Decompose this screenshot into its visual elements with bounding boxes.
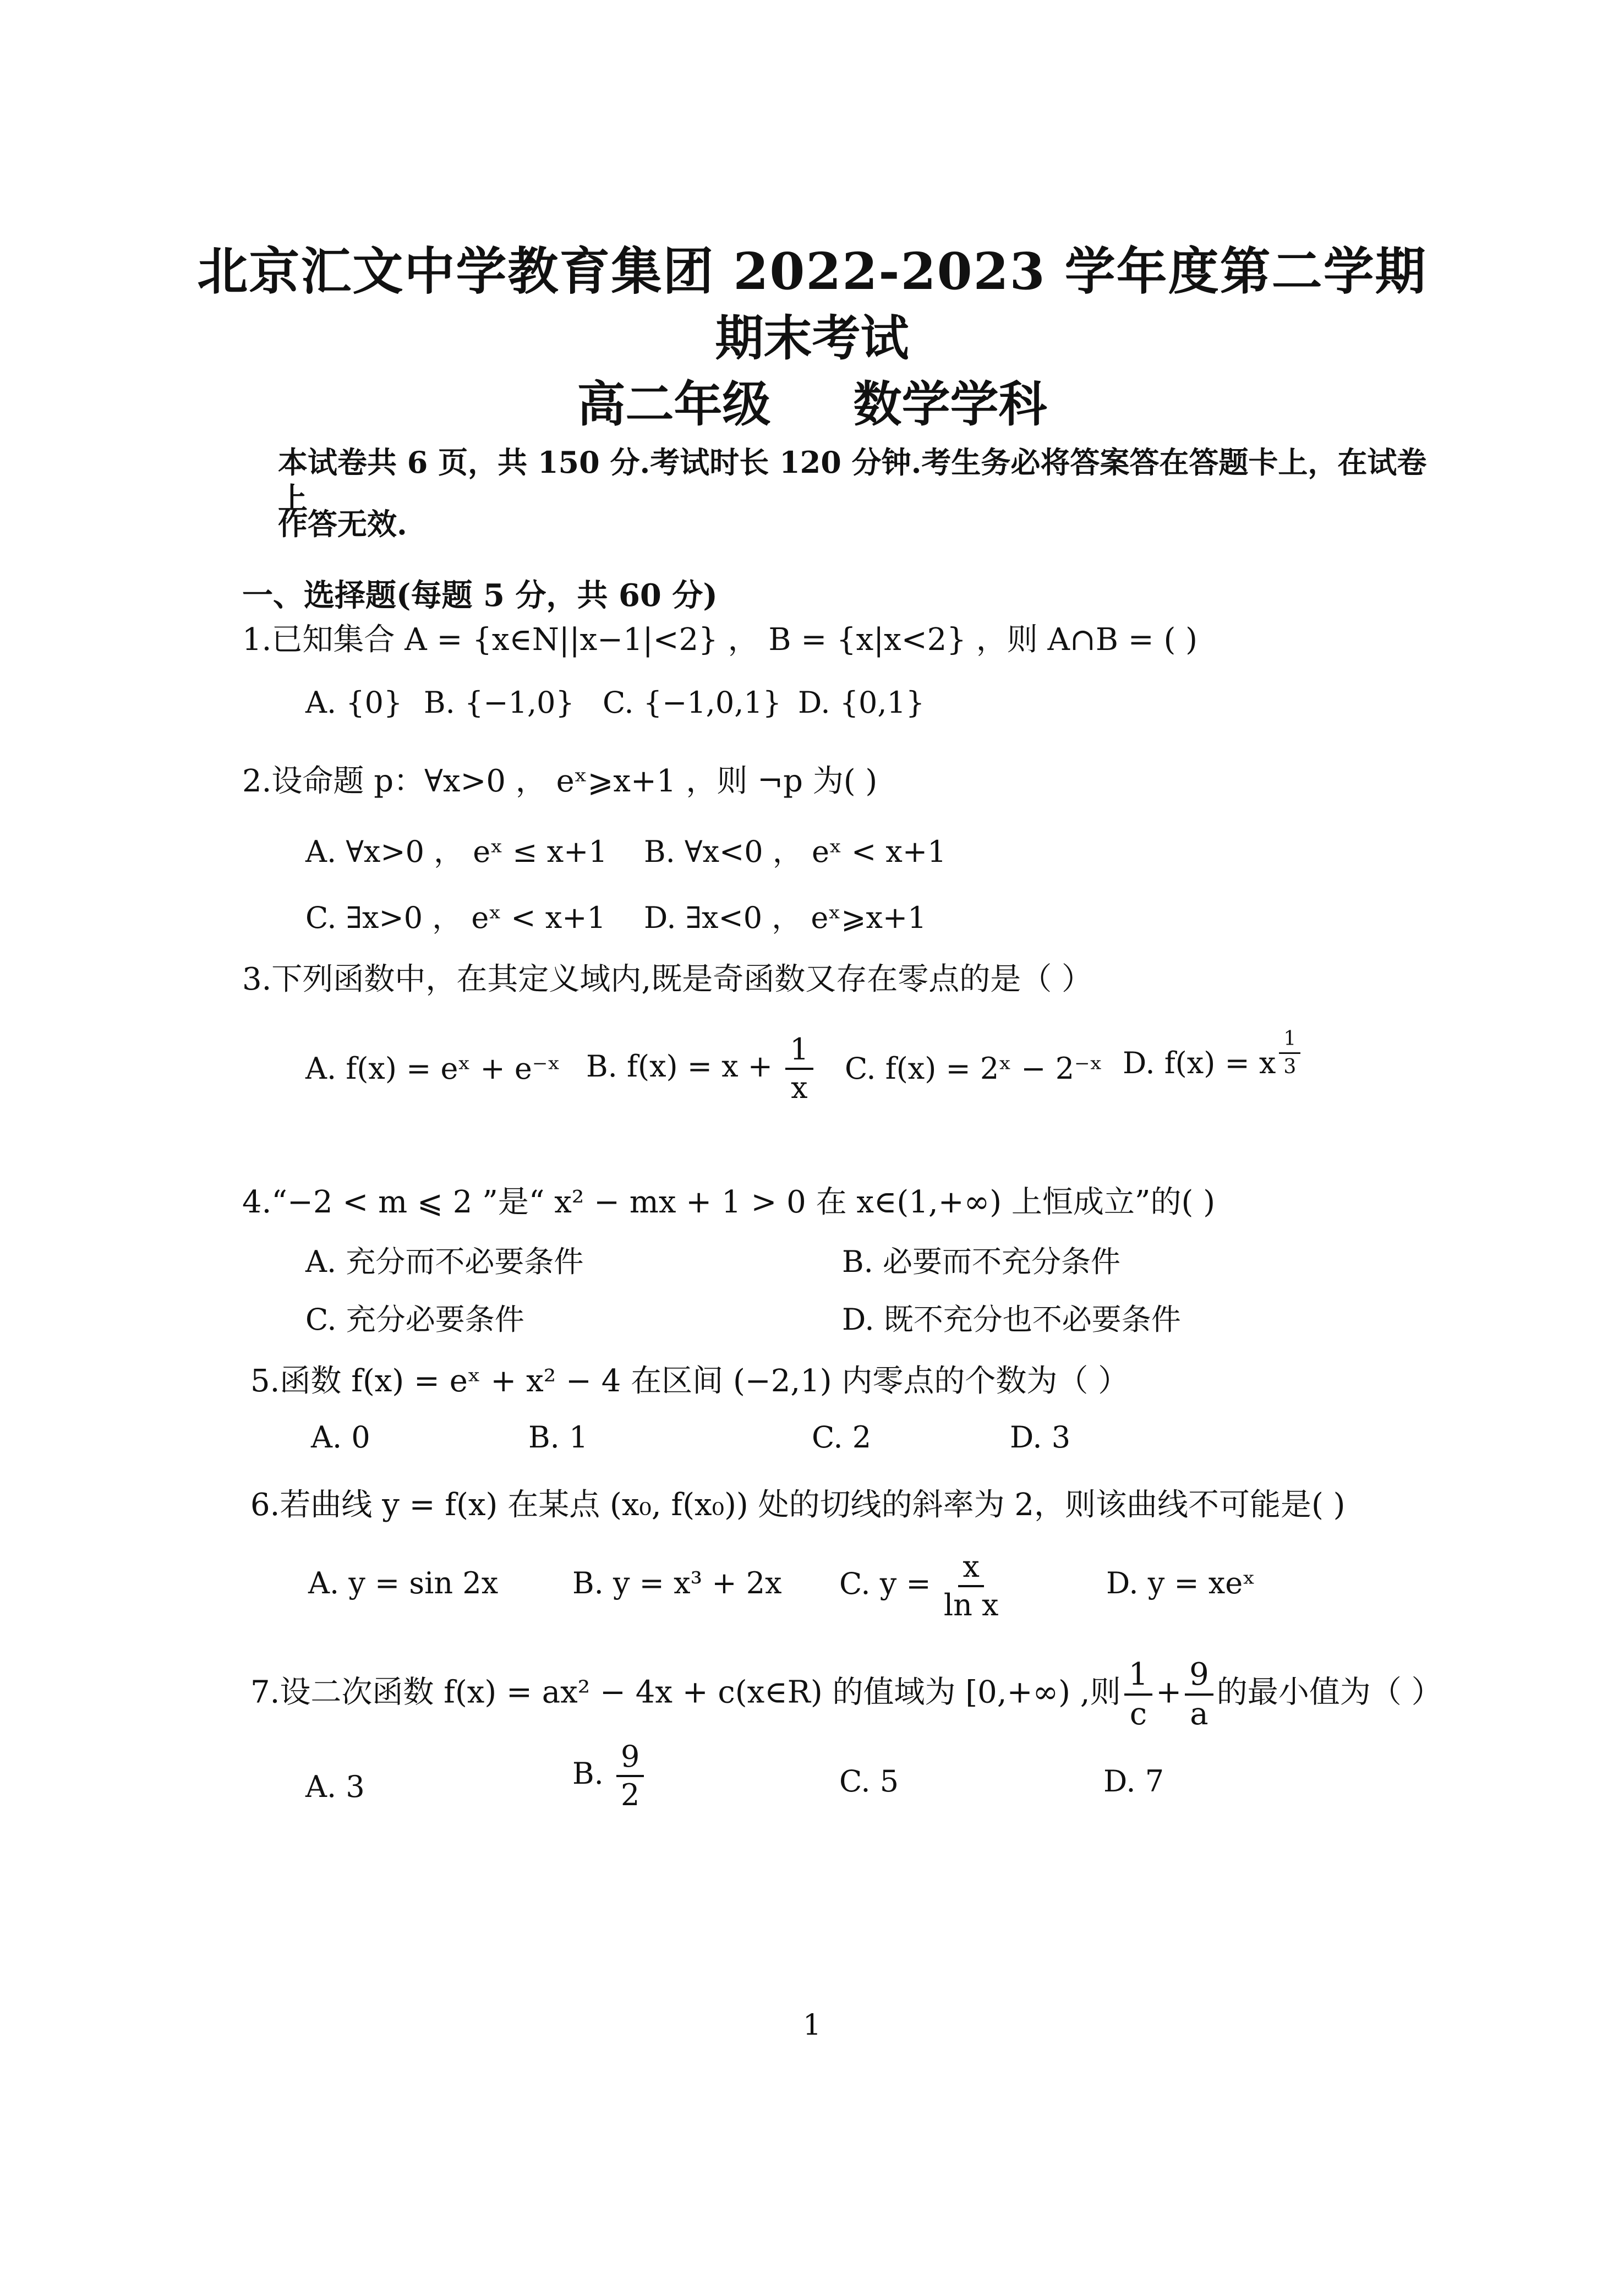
fraction-denominator: x (791, 1070, 808, 1105)
question-1-option-c: C. {−1,0,1} (603, 685, 782, 720)
question-7-fraction-2 (1185, 1659, 1213, 1730)
exam-title: 北京汇文中学教育集团 2022-2023 学年度第二学期 (197, 242, 1427, 301)
fraction-denominator: a (1190, 1696, 1209, 1732)
question-6-option-c-text: C. y = (839, 1566, 931, 1601)
question-2-option-b: B. ∀x<0 ， eˣ < x+1 (644, 834, 947, 869)
fraction-numerator: x (958, 1552, 983, 1587)
exam-subtitle: 期末考试 (715, 309, 909, 367)
question-1-option-d: D. {0,1} (798, 685, 925, 720)
question-3-option-c: C. f(x) = 2ˣ − 2⁻ˣ (845, 1051, 1103, 1086)
question-5-option-d: D. 3 (1010, 1420, 1071, 1455)
question-7-stem: 7.设二次函数 f(x) = ax² − 4x + c(x∈R) 的值域为 [0,+∞) ,则 $\frac{1}{c}$ + $\frac{9}{a}$ 的最小值为（ ） (250, 1657, 1442, 1732)
question-3-option-d (1123, 1028, 1304, 1080)
question-5-option-a: A. 0 (311, 1420, 370, 1455)
question-2-option-d: D. ∃x<0 ， eˣ⩾x+1 (644, 900, 927, 935)
question-7-option-c: C. 5 (839, 1764, 899, 1799)
question-3-stem: 3.下列函数中，在其定义域内,既是奇函数又存在零点的是（ ） (242, 961, 1093, 997)
exponent-denominator: 3 (1283, 1056, 1297, 1078)
question-7-option-b-fraction (616, 1739, 644, 1812)
fraction-numerator: 9 (1185, 1659, 1213, 1696)
question-6-option-a: A. y = sin 2x (308, 1566, 499, 1600)
grade-subject (0, 366, 1624, 435)
question-5-option-b: B. 1 (528, 1420, 588, 1455)
fraction-denominator: ln x (943, 1588, 999, 1622)
question-7-option-b-text: B. (572, 1756, 604, 1791)
fraction-denominator: 2 (621, 1778, 640, 1812)
question-1-stem: 1.已知集合 A = {x∈N||x−1|<2} ， B = {x|x<2} ，则 A∩B = ( ) (242, 622, 1198, 658)
question-4-option-b: B. 必要而不充分条件 (842, 1244, 1121, 1279)
subject-label: 数学学科 (853, 375, 1047, 433)
exam-notice-line1: 本试卷共 6 页，共 150 分.考试时长 120 分钟.考生务必将答案答在答题卡上，在试卷上 (278, 445, 1427, 516)
question-1-option-b: B. {−1,0} (424, 685, 575, 720)
question-1-option-a: A. {0} (305, 685, 403, 720)
question-2-option-c: C. ∃x>0 ， eˣ < x+1 (305, 900, 606, 935)
question-7-fraction-1 (1124, 1659, 1153, 1730)
exponent-numerator: 1 (1279, 1029, 1300, 1054)
question-6-option-b: B. y = x³ + 2x (572, 1566, 782, 1600)
question-4-option-c: C. 充分必要条件 (305, 1302, 524, 1337)
page-number: 1 (802, 2009, 822, 2042)
question-3-option-b-text: B. f(x) = x + (586, 1049, 773, 1084)
question-3-option-b-fraction (785, 1032, 813, 1105)
fraction-denominator: c (1129, 1696, 1147, 1732)
question-4-stem: 4.“−2 < m ⩽ 2 ”是“ x² − mx + 1 > 0 在 x∈(1,+∞) 上恒成立”的( ) (242, 1184, 1216, 1220)
question-3-option-d-text: D. f(x) = x (1123, 1046, 1276, 1080)
question-6-option-c-fraction (943, 1549, 999, 1622)
question-6-option-d: D. y = xeˣ (1106, 1566, 1256, 1600)
question-3-option-d-exponent (1279, 1029, 1300, 1077)
question-7-stem-text: 7.设二次函数 f(x) = ax² − 4x + c(x∈R) 的值域为 [0,+∞) ,则 (250, 1674, 1121, 1711)
question-6-option-c (839, 1549, 1002, 1622)
question-3-option-b (586, 1032, 817, 1105)
fraction-numerator: 9 (616, 1742, 644, 1777)
question-5-stem: 5.函数 f(x) = eˣ + x² − 4 在区间 (−2,1) 内零点的个数为（ ） (250, 1363, 1129, 1399)
fraction-numerator: 1 (785, 1035, 813, 1070)
question-7-stem-tail: 的最小值为（ ） (1216, 1674, 1442, 1711)
question-2-stem: 2.设命题 p：∀x>0 ， eˣ⩾x+1 ，则 ¬p 为( ) (242, 763, 878, 799)
grade-label: 高二年级 (577, 375, 771, 433)
question-3-option-a: A. f(x) = eˣ + e⁻ˣ (305, 1051, 561, 1086)
question-7-option-d: D. 7 (1103, 1764, 1164, 1799)
question-5-option-c: C. 2 (812, 1420, 872, 1455)
fraction-numerator: 1 (1124, 1659, 1153, 1696)
question-6-stem: 6.若曲线 y = f(x) 在某点 (x₀, f(x₀)) 处的切线的斜率为 2，则该曲线不可能是( ) (250, 1487, 1346, 1523)
question-7-option-b (572, 1739, 647, 1812)
question-2-option-a: A. ∀x>0 ， eˣ ≤ x+1 (305, 834, 608, 869)
question-4-option-d: D. 既不充分也不必要条件 (842, 1302, 1181, 1337)
question-7-option-a: A. 3 (305, 1769, 365, 1804)
section-title: 一、选择题(每题 5 分，共 60 分) (242, 577, 718, 614)
exam-notice-line2: 作答无效. (278, 506, 407, 542)
question-4-option-a: A. 充分而不必要条件 (305, 1244, 584, 1279)
